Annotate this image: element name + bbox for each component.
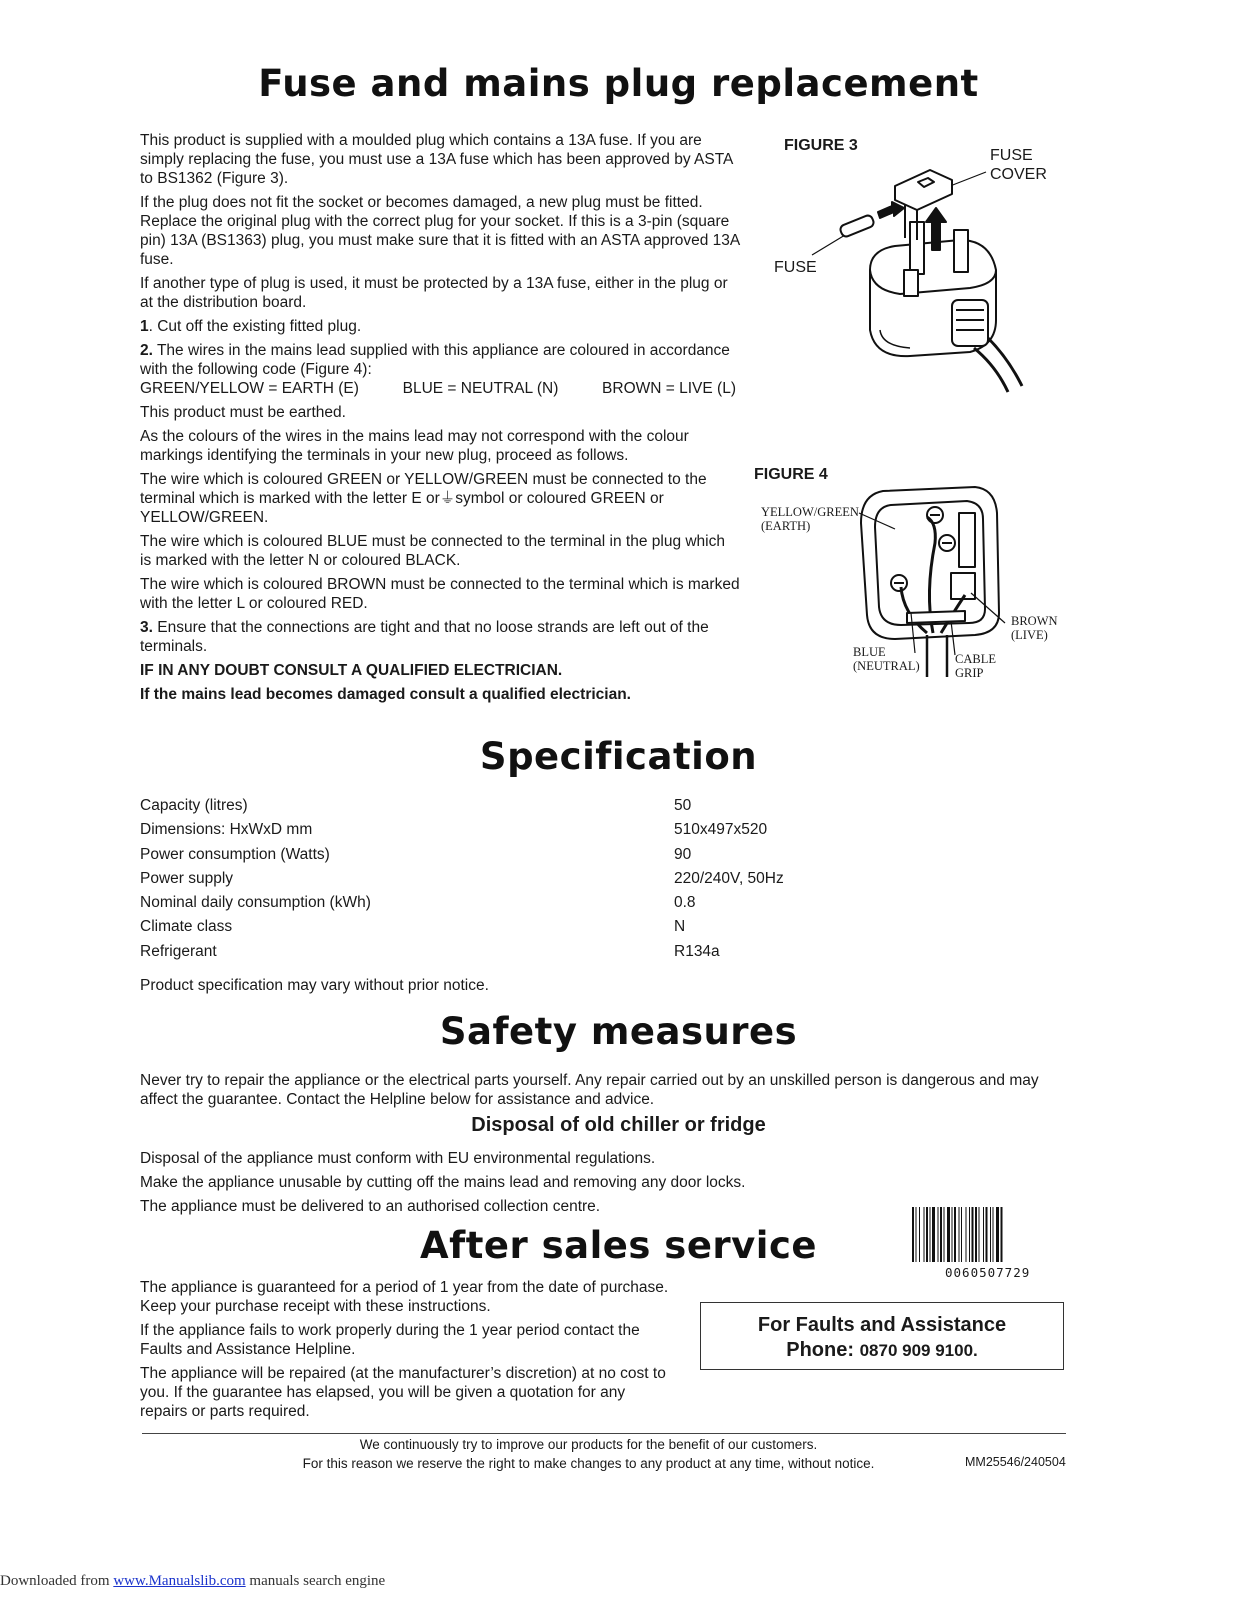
barcode-bar xyxy=(972,1207,974,1262)
fuse-callout: FUSE xyxy=(774,259,817,276)
specification-table xyxy=(140,795,840,965)
cable-grip-line-1: CABLE xyxy=(955,652,996,666)
barcode-bar xyxy=(954,1207,956,1262)
after-sales-paragraph-3: The appliance will be repaired (at the manufacturer’s discretion) at no cost to you. If the guarantee has elapsed, you will be given a quotation for any repairs or parts required. xyxy=(140,1365,666,1420)
blue-callout-line-1: BLUE xyxy=(853,645,886,659)
barcode-bar xyxy=(930,1207,931,1262)
spec-label: Nominal daily consumption (kWh) xyxy=(140,894,371,912)
step-3-text: Ensure that the connections are tight and that no loose strands are left out of the terminals. xyxy=(140,619,709,655)
disposal-title: Disposal of old chiller or fridge xyxy=(471,1114,766,1136)
assistance-phone xyxy=(701,1338,1063,1363)
document-code: MM25546/240504 xyxy=(965,1455,1066,1469)
doubt-warning: IF IN ANY DOUBT CONSULT A QUALIFIED ELECTRICIAN. xyxy=(140,662,563,679)
fuse-instructions xyxy=(140,131,740,709)
spec-label: Capacity (litres) xyxy=(140,797,248,814)
specification-note: Product specification may vary without prior notice. xyxy=(140,977,489,994)
green-wire-instruction xyxy=(140,470,740,527)
after-sales-paragraph-2: If the appliance fails to work properly during the 1 year period contact the Faults and Assistance Helpline. xyxy=(140,1322,640,1358)
barcode-bar xyxy=(912,1207,914,1262)
figure-4-label: FIGURE 4 xyxy=(754,466,828,483)
barcode-bar xyxy=(996,1207,999,1262)
spec-value: N xyxy=(674,918,686,936)
code-earth: GREEN/YELLOW = EARTH (E) xyxy=(140,380,359,397)
earth-callout-line-2: (EARTH) xyxy=(761,519,811,533)
barcode-bar xyxy=(983,1207,984,1262)
figure-3-label: FIGURE 3 xyxy=(784,137,858,154)
fuse-paragraph-3: If another type of plug is used, it must be protected by a 13A fuse, either in the plug or at the distribution board. xyxy=(140,275,728,311)
step-2-number: 2. xyxy=(140,342,153,359)
spec-row xyxy=(140,916,840,940)
barcode-number: 0060507729 xyxy=(945,1265,1031,1280)
phone-label: Phone: xyxy=(786,1339,855,1361)
step-3-number: 3. xyxy=(140,619,153,636)
spec-row xyxy=(140,795,840,819)
spec-row xyxy=(140,941,840,965)
spec-row xyxy=(140,892,840,916)
barcode-bar xyxy=(926,1207,928,1262)
fuse-cover-line-1: FUSE xyxy=(990,147,1033,164)
step-1-number: 1 xyxy=(140,318,149,335)
assistance-box xyxy=(700,1302,1064,1370)
spec-value: 510x497x520 xyxy=(674,821,768,839)
barcode-bar xyxy=(986,1207,988,1262)
earth-callout-line-1: YELLOW/GREEN xyxy=(761,505,859,519)
fuse-paragraph-1: This product is supplied with a moulded plug which contains a 13A fuse. If you are simply replacing the fuse, you must use a 13A fuse which has been approved by ASTA to BS1362 (Figure 3). xyxy=(140,132,733,187)
barcode-bar xyxy=(993,1207,994,1262)
spec-row xyxy=(140,844,840,868)
safety-text: Never try to repair the appliance or the electrical parts yourself. Any repair carried out by an unskilled person is dangerous and may affect the guarantee. Contact the Helpline below for assistance and advice. xyxy=(140,1072,1039,1108)
earthed-note: This product must be earthed. xyxy=(140,404,346,421)
fuse-cover-line-2: COVER xyxy=(990,166,1047,183)
barcode-bar xyxy=(938,1207,939,1262)
spec-value: 0.8 xyxy=(674,894,696,912)
barcode-bar xyxy=(916,1207,917,1262)
disposal-line-2: Make the appliance unusable by cutting off the mains lead and removing any door locks. xyxy=(140,1174,746,1191)
manualslib-link[interactable]: www.Manualslib.com xyxy=(113,1573,246,1589)
phone-number: 0870 909 9100. xyxy=(859,1341,978,1360)
fuse-section-title: Fuse and mains plug replacement xyxy=(258,62,979,105)
step-2 xyxy=(140,341,740,379)
code-neutral: BLUE = NEUTRAL (N) xyxy=(402,380,559,397)
barcode-bar xyxy=(940,1207,942,1262)
footer-divider xyxy=(142,1433,1066,1434)
green-wire-text-b: symbol or coloured GREEN or YELLOW/GREEN. xyxy=(140,490,664,526)
barcode-bar xyxy=(990,1207,991,1262)
footer-line-1: We continuously try to improve our products for the benefit of our customers. xyxy=(359,1437,818,1452)
barcode-bar xyxy=(979,1207,980,1262)
spec-value: 90 xyxy=(674,845,692,863)
barcode-bar xyxy=(961,1207,962,1262)
brown-callout-line-2: (LIVE) xyxy=(1011,628,1048,642)
brown-callout-line-1: BROWN xyxy=(1011,614,1058,628)
fuse-paragraph-5: As the colours of the wires in the mains lead may not correspond with the colour markings identifying the terminals in your new plug, proceed as follows. xyxy=(140,428,689,464)
step-1-text: . Cut off the existing fitted plug. xyxy=(148,318,362,335)
barcode-bar xyxy=(966,1207,967,1262)
after-sales-text xyxy=(140,1278,670,1426)
spec-row xyxy=(140,868,840,892)
disposal-text xyxy=(140,1149,745,1216)
spec-label: Dimensions: HxWxD mm xyxy=(140,821,313,839)
safety-title: Safety measures xyxy=(439,1010,798,1053)
barcode-bar xyxy=(947,1207,950,1262)
fuse-paragraph-2: If the plug does not fit the socket or becomes damaged, a new plug must be fitted. Replace the original plug with the correct plug for your socket. If this is a 3-pin (square pin) 13A (BS1363) plug, you must make sure that it is fitted with an ASTA approved 13A fuse. xyxy=(140,194,740,268)
barcode-bar xyxy=(924,1207,925,1262)
cable-grip-line-2: GRIP xyxy=(955,666,984,680)
download-notice xyxy=(0,1573,385,1590)
spec-value: R134a xyxy=(674,942,720,960)
brown-wire-instruction: The wire which is coloured BROWN must be connected to the terminal which is marked with the letter L or coloured RED. xyxy=(140,576,740,612)
barcode-bar xyxy=(944,1207,945,1262)
download-prefix: Downloaded from xyxy=(0,1573,114,1589)
blue-wire-instruction: The wire which is coloured BLUE must be connected to the terminal in the plug which is marked with the letter N or coloured BLACK. xyxy=(140,533,725,569)
code-live: BROWN = LIVE (L) xyxy=(602,380,736,397)
footer-line-2: For this reason we reserve the right to make changes to any product at any time, without notice. xyxy=(302,1456,875,1471)
barcode-bar xyxy=(1001,1207,1003,1262)
blue-callout-line-2: (NEUTRAL) xyxy=(853,659,920,673)
wire-colour-code xyxy=(140,379,736,398)
after-sales-paragraph-1: The appliance is guaranteed for a period of 1 year from the date of purchase. Keep your purchase receipt with these instructions. xyxy=(140,1279,669,1315)
barcode-bar xyxy=(969,1207,970,1262)
figure-4-wiring-illustration xyxy=(855,483,1030,678)
barcode-bar xyxy=(932,1207,935,1262)
download-suffix: manuals search engine xyxy=(245,1573,386,1589)
figure-3-plug-illustration xyxy=(800,160,1040,400)
barcode-bar xyxy=(959,1207,960,1262)
green-wire-text-a: The wire which is coloured GREEN or YELLOW/GREEN must be connected to the terminal which is marked with the letter E or xyxy=(140,471,707,507)
spec-value: 50 xyxy=(674,797,692,814)
step-1 xyxy=(140,317,740,336)
disposal-line-1: Disposal of the appliance must conform with EU environmental regulations. xyxy=(140,1150,656,1167)
earth-symbol-icon: ⏚ xyxy=(439,490,456,507)
assistance-heading: For Faults and Assistance xyxy=(757,1314,1007,1336)
barcode-image xyxy=(912,1207,1064,1262)
step-3 xyxy=(140,618,740,656)
barcode-bar xyxy=(952,1207,953,1262)
spec-label: Power consumption (Watts) xyxy=(140,845,330,863)
spec-label: Climate class xyxy=(140,918,233,936)
specification-title: Specification xyxy=(479,735,758,778)
step-2-text: The wires in the mains lead supplied with this appliance are coloured in accordance with the following code (Figure 4): xyxy=(140,342,730,378)
disposal-line-3: The appliance must be delivered to an authorised collection centre. xyxy=(140,1198,601,1215)
barcode-bar xyxy=(975,1207,977,1262)
after-sales-title: After sales service xyxy=(419,1224,817,1267)
spec-row xyxy=(140,819,840,843)
spec-label: Refrigerant xyxy=(140,942,217,960)
earth-callout xyxy=(761,505,859,533)
damaged-lead-warning: If the mains lead becomes damaged consult a qualified electrician. xyxy=(140,686,631,703)
barcode-bar xyxy=(919,1207,920,1262)
spec-value: 220/240V, 50Hz xyxy=(674,869,784,887)
spec-label: Power supply xyxy=(140,869,234,887)
